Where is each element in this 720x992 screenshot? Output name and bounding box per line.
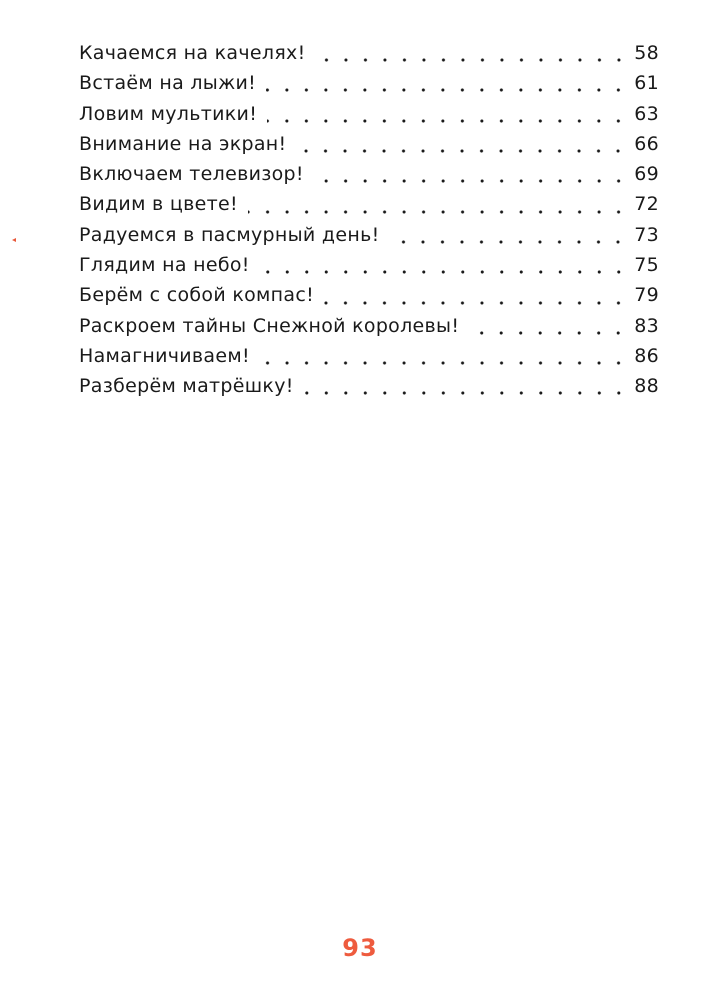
- toc-entry: [79, 341, 659, 371]
- toc-entry-title: Берём с собой компас!: [79, 284, 314, 307]
- toc-entry: [79, 159, 659, 189]
- toc-entry-title: Радуемся в пасмурный день!: [79, 223, 380, 246]
- toc-entry: [79, 250, 659, 280]
- toc-dot-leader: [304, 390, 629, 396]
- toc-entry-page: 66: [634, 132, 659, 155]
- toc-entry-page: 86: [634, 344, 659, 367]
- toc-dot-leader: [260, 269, 629, 275]
- toc-entry-title: Включаем телевизор!: [79, 163, 304, 186]
- toc-entry-page: 83: [634, 314, 659, 337]
- toc-entry-title: Встаём на лыжи!: [79, 72, 257, 95]
- toc-entry: [79, 371, 659, 401]
- toc-entry-title: Глядим на небо!: [79, 254, 250, 277]
- toc-entry-page: 79: [634, 284, 659, 307]
- toc-entry: [79, 68, 659, 98]
- toc-entry: [79, 99, 659, 129]
- toc-entry: [79, 311, 659, 341]
- toc-dot-leader: [469, 330, 628, 336]
- page-number: 93: [342, 934, 378, 962]
- toc-dot-leader: [316, 57, 629, 63]
- toc-dot-leader: [248, 209, 628, 215]
- toc-entry: [79, 38, 659, 68]
- toc-entry-title: Раскроем тайны Снежной королевы!: [79, 314, 460, 337]
- toc-dot-leader: [267, 118, 628, 124]
- toc-entry-title: Намагничиваем!: [79, 344, 250, 367]
- toc-entry-title: Внимание на экран!: [79, 132, 287, 155]
- toc-entry: [79, 189, 659, 219]
- toc-entry: [79, 129, 659, 159]
- toc-entry-page: 72: [634, 193, 659, 216]
- toc-entry: [79, 280, 659, 310]
- toc-entry-page: 63: [634, 102, 659, 125]
- toc-entry-page: 61: [634, 72, 659, 95]
- toc-dot-leader: [324, 300, 628, 306]
- toc-entry: [79, 220, 659, 250]
- toc-entry-page: 75: [634, 254, 659, 277]
- toc-dot-leader: [389, 239, 628, 245]
- toc-dot-leader: [314, 178, 628, 184]
- table-of-contents: [79, 38, 659, 402]
- toc-dot-leader: [260, 360, 628, 366]
- toc-entry-page: 58: [634, 42, 659, 64]
- margin-mark: [12, 238, 16, 242]
- toc-entry-title: Разберём матрёшку!: [79, 375, 294, 398]
- toc-entry-page: 88: [634, 375, 659, 398]
- toc-entry-title: Ловим мультики!: [79, 102, 258, 125]
- toc-entry-page: 69: [634, 163, 659, 186]
- toc-entry-page: 73: [634, 223, 659, 246]
- toc-entry-title: Качаемся на качелях!: [79, 42, 306, 64]
- toc-dot-leader: [296, 148, 628, 154]
- toc-dot-leader: [266, 87, 628, 93]
- toc-entry-title: Видим в цвете!: [79, 193, 238, 216]
